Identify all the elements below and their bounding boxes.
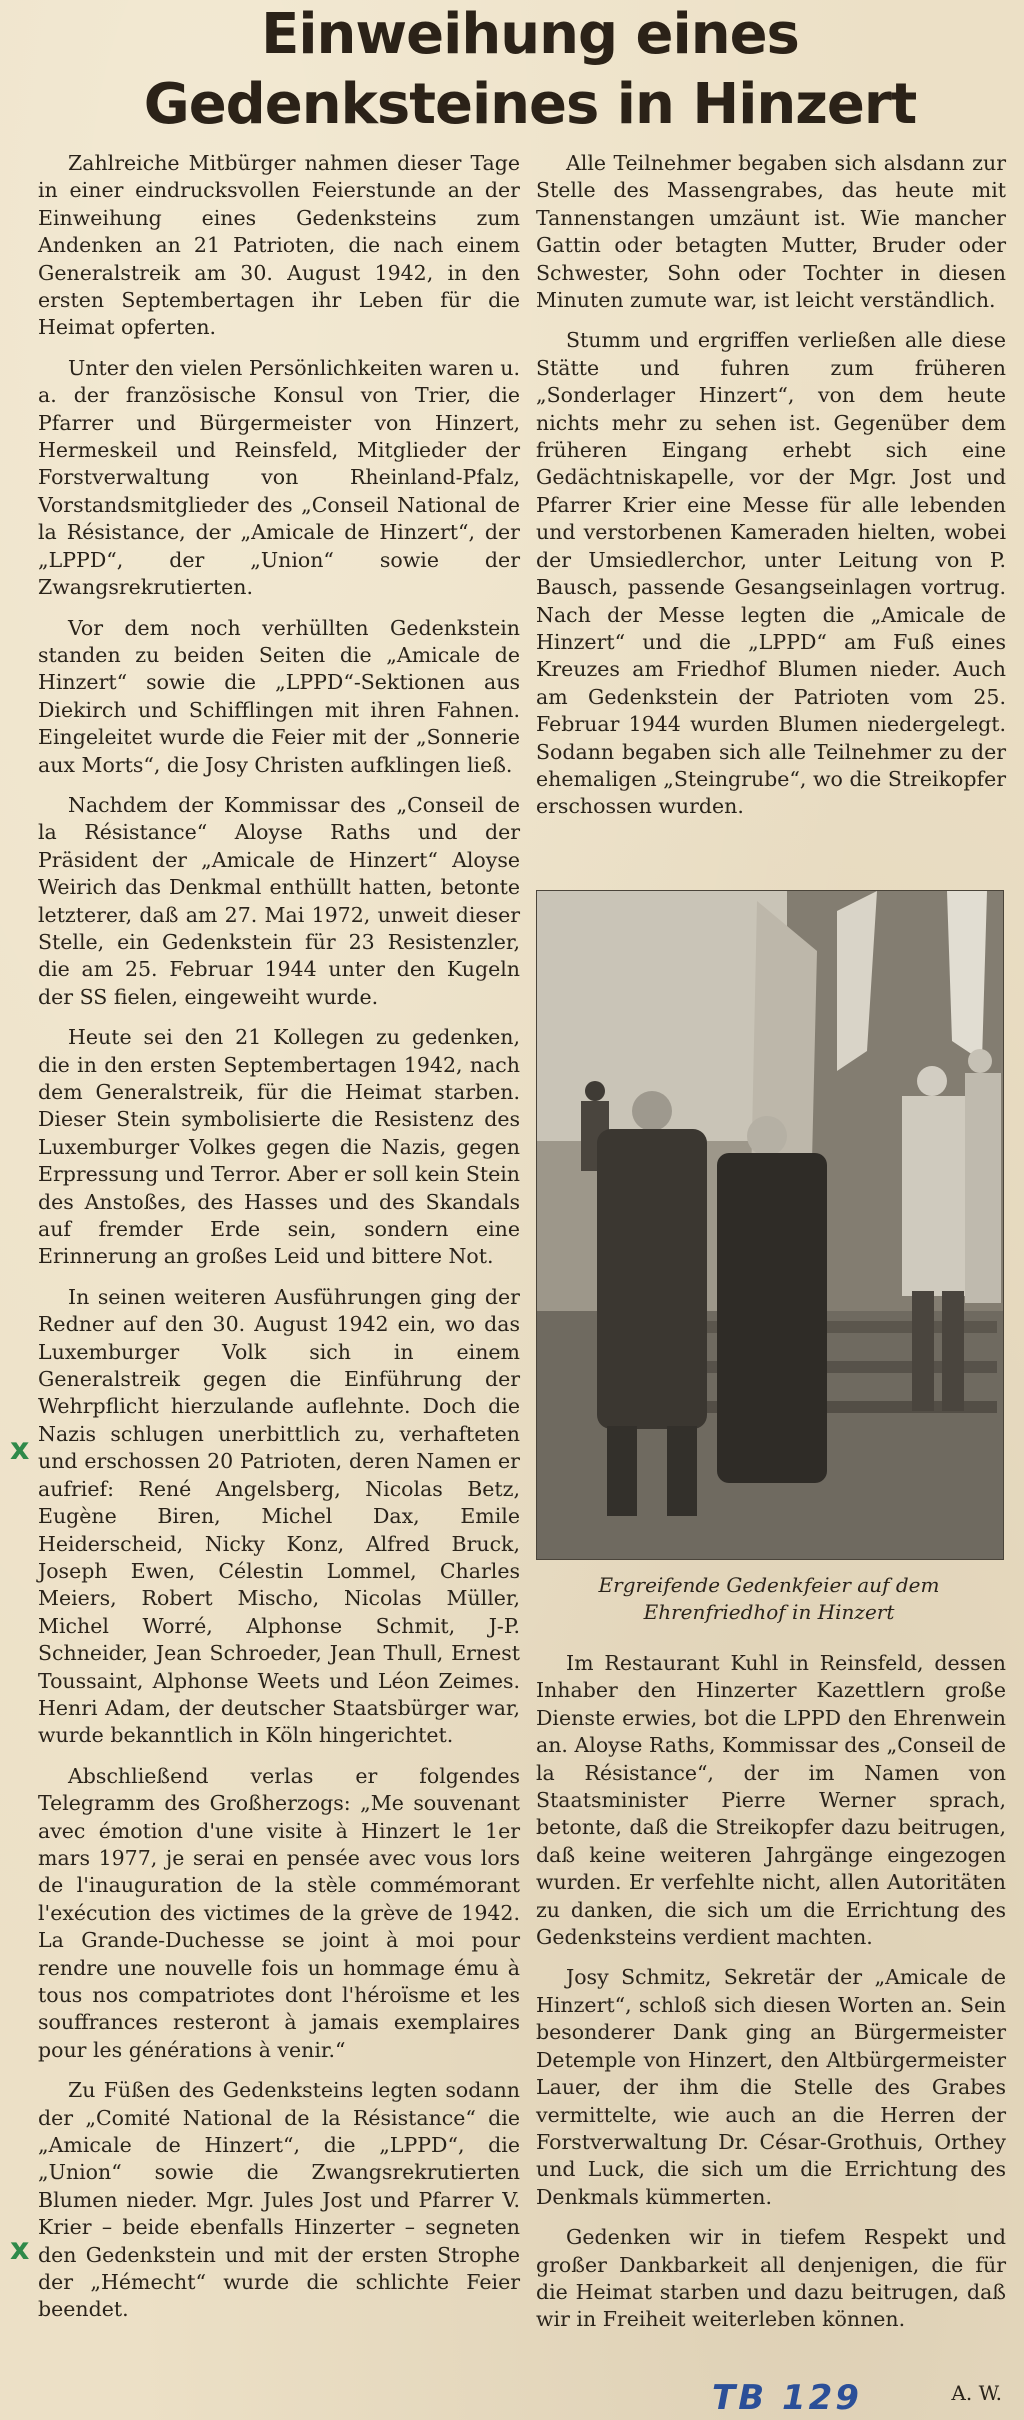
handwritten-note: TB 129 [712,2378,862,2418]
paragraph: Abschließend verlas er folgendes Telegramm des Großherzogs: „Me souvenant avec émotion d'une visite à Hinzert le 1er mars 1977, je serai en pensée avec vous lors de l'inauguration de la stèle commémorant l'exécution des victimes de la grève de 1942. La Grande-Duchesse se joint à moi pour rendre une nouvelle fois un hommage ému à tous nos compatriotes dont l'héroïsme et les souffrances resteront à jamais exemplaires pour les générations à venir.“ [38,1763,520,2062]
right-column-top [536,150,1006,834]
paragraph: Heute sei den 21 Kollegen zu gedenken, die in den ersten Septembertagen 1942, nach dem Generalstreik, für die Heimat starben. Dieser Stein symbolisierte die Resistenz des Luxemburger Volkes gegen die Nazis, gegen Erpressung und Terror. Aber er soll kein Stein des Anstoßes, des Hasses und des Skandals auf fremder Erde sein, sondern eine Erinnerung an großes Leid und bittere Not. [38,1025,521,1269]
paragraph: Nachdem der Kommissar des „Conseil de la Résistance“ Aloyse Raths und der Präsident der „Amicale de Hinzert“ Aloyse Weirich das Denkmal enthüllt hatten, betonte letzterer, daß am 27. Mai 1972, unweit dieser Stelle, ein Gedenkstein für 23 Resistenzler, die am 25. Februar 1944 unter den Kugeln der SS fielen, eingeweiht wurde. [38,792,520,1009]
margin-mark: x [10,2232,30,2267]
paragraph: Zu Füßen des Gedenksteins legten sodann der „Comité National de la Résistance“ die „Amicale de Hinzert“, die „LPPD“, die „Union“ sowie die Zwangsrekrutierten Blumen nieder. Mgr. Jules Jost und Pfarrer V. Krier – beide ebenfalls Hinzerter – segneten den Gedenkstein und mit der ersten Strophe der „Hémecht“ wurde die schlichte Feier beendet. [38,2078,520,2322]
paragraph: Josy Schmitz, Sekretär der „Amicale de Hinzert“, schloß sich diesen Worten an. Sein besonderer Dank ging an Bürgermeister Detemple von Hinzert, den Altbürgermeister Lauer, der ihm die Stelle des Grabes vermittelte, wie auch an die Herren der Forstverwaltung Dr. César-Grothuis, Orthey und Luck, die sich um die Errichtung des Denkmals kümmerten. [536,1965,1006,2209]
headline: Einweihung eines Gedenksteines in Hinzert [143,2,917,137]
paragraph: Gedenken wir in tiefem Respekt und großer Dankbarkeit all denjenigen, die für die Heimat starben und dazu beitrugen, daß wir in Freiheit weiterleben können. [536,2225,1006,2332]
photo-illustration [537,891,1003,1559]
paragraph: Zahlreiche Mitbürger nahmen dieser Tage in einer eindrucksvollen Feierstunde an der Einweihung eines Gedenksteins zum Andenken an 21 Patrioten, die nach einem Generalstreik am 30. August 1942, in den ersten Septembertagen ihr Leben für die Heimat opferten. [38,151,520,340]
photo-caption: Ergreifende Gedenkfeier auf dem Ehrenfriedhof in Hinzert [598,1573,940,1624]
paragraph: In seinen weiteren Ausführungen ging der Redner auf den 30. August 1942 ein, wo das Luxemburger Volk sich in einem Generalstreik gegen die Einführung der Wehrpflicht hierzulande auflehnte. Doch die Nazis schlugen unerbittlich zu, verhafteten und erschossen 20 Patrioten, deren Namen er aufrief: René Angelsberg, Nicolas Betz, Eugène Biren, Michel Dax, Emile Heiderscheid, Nicky Konz, Alfred Bruck, Joseph Ewen, Célestin Lommel, Charles Meiers, Robert Mischo, Nicolas Müller, Michel Worré, Alphonse Schmit, J-P. Schneider, Jean Schroeder, Jean Thull, Ernest Toussaint, Alphonse Weets und Léon Zeimes. Henri Adam, der deutscher Staatsbürger war, wurde bekanntlich in Köln hingerichtet. [38,1284,520,1748]
paragraph: Unter den vielen Persönlichkeiten waren u. a. der französische Konsul von Trier, die Pfarrer und Bürgermeister von Hinzert, Hermeskeil und Reinsfeld, Mitglieder der Forstverwaltung von Rheinland-Pfalz, Vorstandsmitglieder des „Conseil National de la Résistance, der „Amicale de Hinzert“, der „LPPD“, der „Union“ sowie der Zwangsrekrutierten. [38,355,520,600]
paragraph: Alle Teilnehmer begaben sich alsdann zur Stelle des Massengrabes, das heute mit Tannenstangen umzäunt ist. Wie mancher Gattin oder betagten Mutter, Bruder oder Schwester, Sohn oder Tochter in diesen Minuten zumute war, ist leicht verständlich. [536,151,1006,313]
author-signature: A. W. [951,2381,1002,2405]
right-column-bottom [536,1650,1006,2347]
paragraph: Im Restaurant Kuhl in Reinsfeld, dessen Inhaber den Hinzerter Kazettlern große Dienste erwies, bot die LPPD den Ehrenwein an. Aloyse Raths, Kommissar des „Conseil de la Résistance“, der im Namen von Staatsminister Pierre Werner sprach, betonte, daß die Streikopfer dazu beitrugen, daß keine weiteren Jahrgänge eingezogen wurden. Er verfehlte nicht, allen Autoritäten zu danken, die sich um die Errichtung des Gedenksteins verdient machten. [536,1651,1006,1950]
margin-mark: x [10,1432,30,1467]
paragraph: Vor dem noch verhüllten Gedenkstein standen zu beiden Seiten die „Amicale de Hinzert“ sowie die „LPPD“-Sektionen aus Diekirch und Schifflingen mit ihren Fahnen. Eingeleitet wurde die Feier mit der „Sonnerie aux Morts“, die Josy Christen aufklingen ließ. [38,615,520,777]
memorial-photo [536,890,1004,1560]
left-column [38,150,520,2337]
paragraph: Stumm und ergriffen verließen alle diese Stätte und fuhren zum früheren „Sonderlager Hinzert“, von dem heute nichts mehr zu sehen ist. Gegenüber dem früheren Eingang erhebt sich eine Gedächtniskapelle, vor der Mgr. Jost und Pfarrer Krier eine Messe für alle lebenden und verstorbenen Kameraden hielten, wobei der Umsiedlerchor, unter Leitung von P. Bausch, passende Gesangseinlagen vortrug. Nach der Messe legten die „Amicale de Hinzert“ und die „LPPD“ am Fuß eines Kreuzes am Friedhof Blumen nieder. Auch am Gedenkstein der Patrioten vom 25. Februar 1944 wurden Blumen niedergelegt. Sodann begaben sich alle Teilnehmer zu der ehemaligen „Steingrube“, wo die Streikopfer erschossen wurden. [536,328,1006,819]
